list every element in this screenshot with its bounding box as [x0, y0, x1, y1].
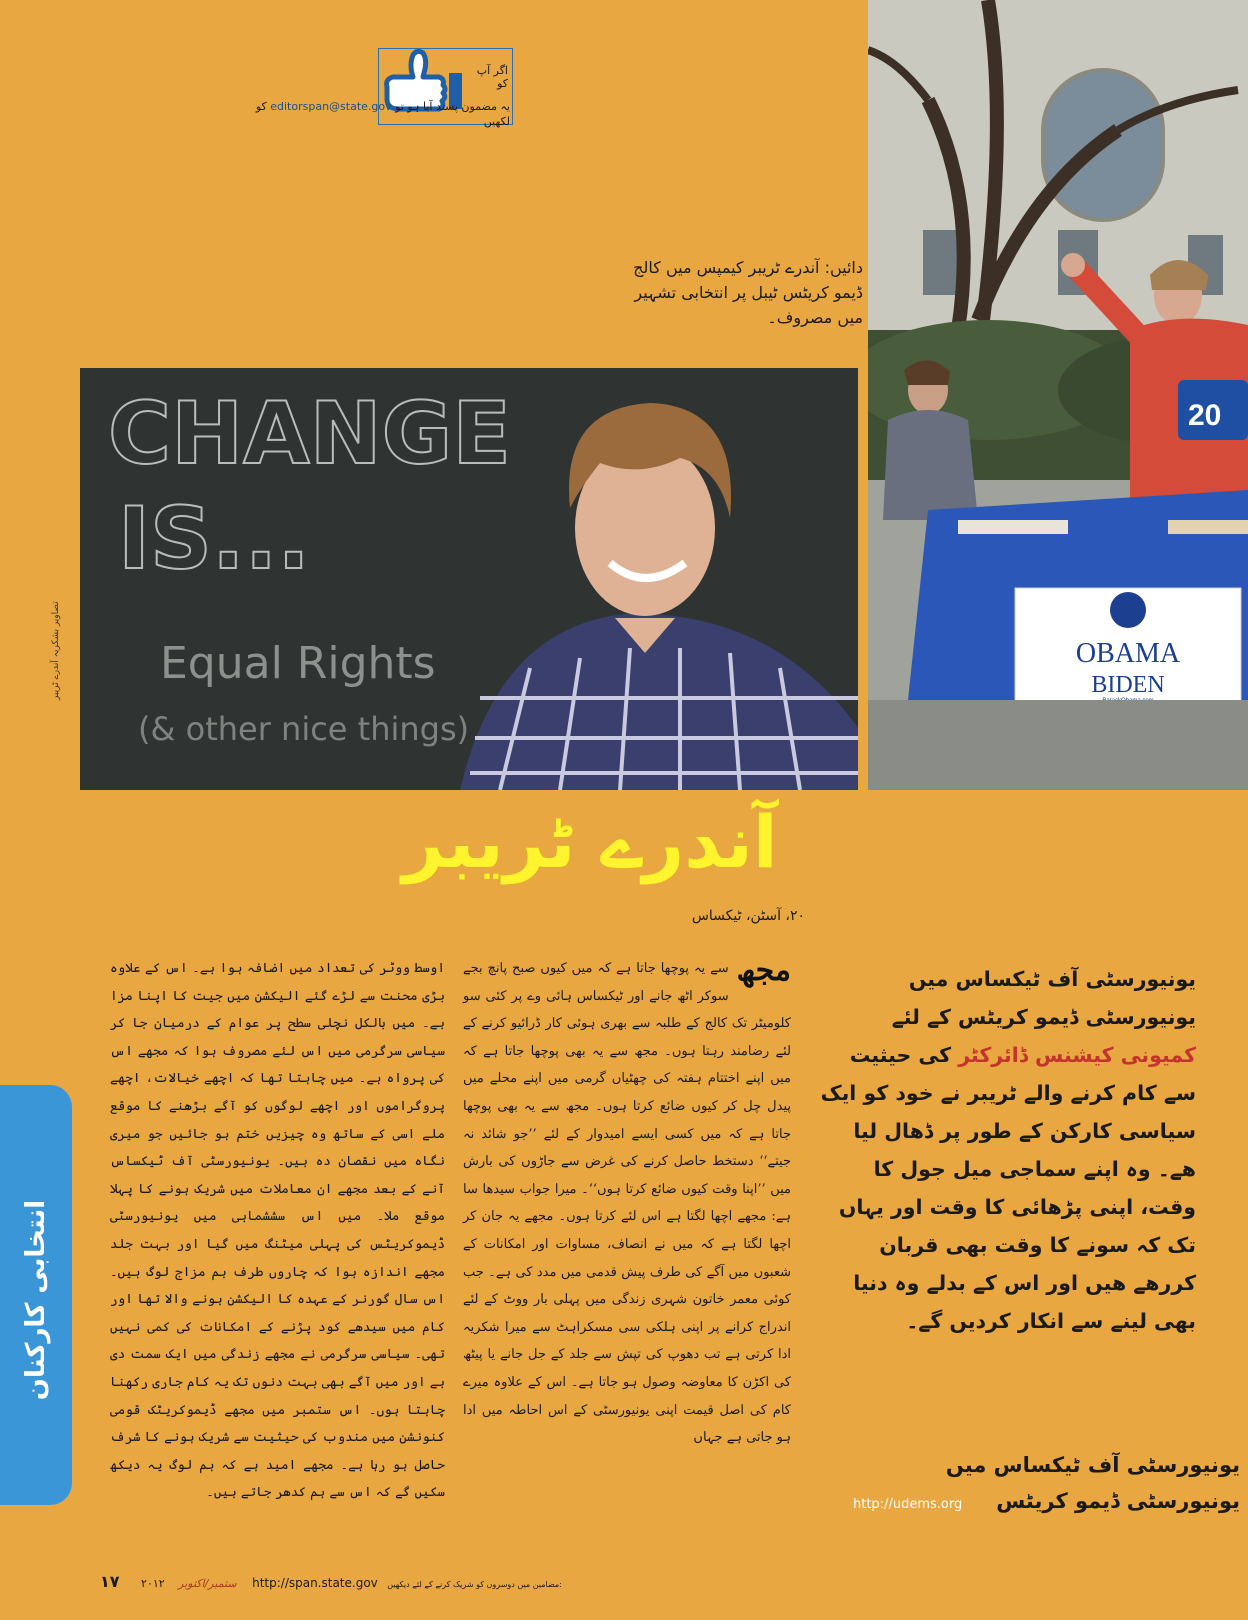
photo-caption: دائیں: آندرے ٹریبر کیمپس میں کالج ڈیمو کریٹس ٹیبل پر انتخابی تشہیر میں مصروف۔: [633, 258, 863, 327]
footer-share-text: مضامین میں دوسروں کو شریک کرنے کے لئے دیکھیں:: [387, 1580, 562, 1589]
chalk-is: IS...: [118, 489, 310, 589]
pull-quote: [818, 960, 1196, 1340]
drop-word: مجھ: [736, 953, 791, 988]
org-name-line2: یونیورسٹی ڈیمو کریٹس: [996, 1489, 1240, 1513]
article-text-middle: سے یہ پوچھا جاتا ہے کہ میں کیوں صبح پانچ بجے سوکر اٹھ جانے اور ٹیکساس ہائی وے پر کئی سو کلومیٹر تک کالج کے طلبہ سے بھری ہوئی کار ڈرائیو کرنے کے لئے رضامند رہتا ہوں۔ مجھ سے یہ بھی پوچھا جاتا ہے کہ میں اپنے اختتام ہفتہ کی چھٹیاں گرمی میں اپنے محلے میں پیدل چل کر کیوں ضائع کرتا ہوں۔ مجھ سے یہ بھی پوچھا جاتا ہے کہ میں کسی ایسے امیدوار کے لئے ’’جو شائد نہ جیتے‘‘ دستخط حاصل کرنے کی غرض سے جاڑوں کی بارش میں ’’اپنا وقت کیوں ضائع کرتا ہوں‘‘۔ میرا جواب سیدھا سا ہے: مجھے اچھا لگتا ہے اس لئے کرتا ہوں۔ مجھے یہ جان کر اچھا لگتا ہے کہ میں نے انصاف، مساوات اور امکانات کے شعبوں میں آگے کی طرف پیش قدمی میں مدد کی ہے۔ جب کوئی معمر خاتون شہری زندگی میں پہلی بار ووٹ کے لئے اندراج کرانے پر اپنی ہلکی سی مسکراہٹ سے میرا شکریہ ادا کرتی ہے تب دھوپ کی تپش سے جلد کے جل جانے یا پیٹھ کی اکڑن کا معاوضہ وصول ہو جاتا ہے۔ اس کے علاوہ میرے کام کی اصل قیمت اپنی یونیورسٹی کے اس احاطہ میں ادا ہو جاتی ہے جہاں: [463, 961, 791, 1446]
like-text-line2: [90, 100, 510, 113]
portrait-photo: [80, 368, 858, 790]
org-name-line1: یونیورسٹی آف ٹیکساس میں: [945, 1453, 1240, 1477]
sign-obama: OBAMA: [1075, 638, 1181, 669]
footer-year: ۲۰۱۲: [141, 1577, 165, 1590]
chalk-other-things: (& other nice things): [138, 710, 470, 748]
like-text-line1: اگر آپ کو: [476, 64, 508, 90]
like-text-suffix: کو: [255, 100, 267, 113]
footer-url-link[interactable]: http://span.state.gov: [252, 1576, 378, 1590]
chalk-change: CHANGE: [108, 384, 511, 484]
photo-credit: تصاویر بشکریہ آندرے ٹریبر: [51, 601, 61, 700]
footer-month: ستمبر/اکتوبر: [178, 1577, 237, 1590]
like-text-prefix: یہ مضمون پسند آیا ہو تو: [395, 100, 510, 113]
pull-quote-highlight: کمیونی کیشنس ڈائرکٹر: [958, 1043, 1196, 1067]
page-number: ۱۷: [100, 1572, 120, 1591]
pull-quote-part2: کی حیثیت سے کام کرنے والے ٹریبر نے خود کو ایک سیاسی کارکن کے طور پر ڈھال لیا ھے۔ وہ اپنے سماجی میل جول کا وقت، اپنی پڑھائی کا وقت اور یہاں تک کہ سونے کا وقت بھی قربان کررھے ھیں اور اس کے بدلے وہ دنیا بھی لینے سے انکار کردیں گے۔: [820, 1043, 1196, 1333]
campaign-table-photo: [868, 0, 1248, 790]
like-text-line3: لکھیں: [483, 115, 510, 128]
chalk-equal-rights: Equal Rights: [160, 638, 436, 689]
sign-biden: BIDEN: [1091, 672, 1165, 698]
article-subtitle: ۲۰، آسٹن، ٹیکساس: [691, 908, 805, 924]
section-tab-label: انتخابی کارکنان: [21, 1199, 51, 1401]
article-column-left: اوسط ووٹر کی تعداد میں اضافہ ہوا ہے۔ اس کے علاوہ بڑی محنت سے لڑے گئے الیکشن میں جیت کا اپنا مزا ہے۔ میں بالکل نچلی سطح پر عوام کے درمیان جا کر سیاسی سرگرمی میں اس لئے مصروف ہوا کہ مجھے اس کی پرواہ ہے۔ میں چاہتا تھا کہ اچھے خیالات، اچھے پروگراموں اور اچھے لوگوں کو آگے بڑھنے کا موقع ملے اسی کے ساتھ وہ چیزیں ختم ہو جائیں جو میری نگاہ میں نقصان دہ ہیں۔ یونیورسٹی آف ٹیکساس آنے کے بعد مجھے ان معاملات میں شریک ہونے کا پہلا موقع ملا۔ میں اس سششماہی میں یونیورسٹی ڈیموکریٹس کی پہلی میٹنگ میں گیا اور بہت جلد مجھے اندازہ ہوا کہ چاروں طرف ہم مزاج لوگ ہیں۔ اس سال گورنر کے عہدہ کا الیکشن ہونے والا تھا اور کام میں سیدھے کود پڑنے کے امکانات کی کمی نہیں تھی۔ سیاسی سرگرمی نے مجھے زندگی میں ایک سمت دی ہے اور میں آگے بھی بہت دنوں تک یہ کام جاری رکھنا چاہتا ہوں۔ اس ستمبر میں مجھے ڈیموکریٹک قومی کنونشن میں مندوب کی حیثیت سے شریک ہونے کا شرف حاصل ہو رہا ہے۔ مجھے امید ہے کہ ہم لوگ یہ دیکھ سکیں گے کہ اس سے ہم کدھر جاتے ہیں۔: [110, 961, 445, 1501]
article-column-middle: [463, 955, 791, 1452]
banner-text: 20: [1188, 399, 1222, 432]
org-url-link[interactable]: http://udems.org: [853, 1497, 963, 1512]
pull-quote-part1: یونیورسٹی آف ٹیکساس میں یونیورسٹی ڈیمو کریٹس کے لئے: [891, 967, 1196, 1029]
article-title: آندرے ٹریبر: [402, 800, 778, 884]
editor-email-link[interactable]: editorspan@state.gov: [270, 100, 392, 113]
footer: [100, 1572, 570, 1591]
